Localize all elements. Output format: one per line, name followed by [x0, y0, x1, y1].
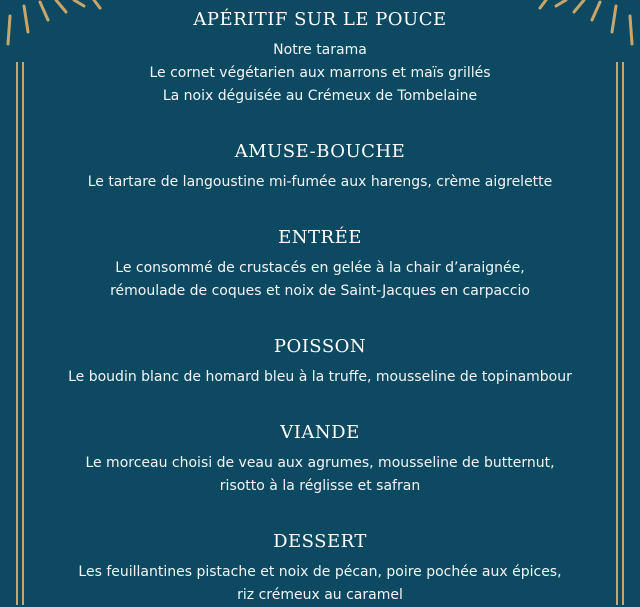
menu-item: risotto à la réglisse et safran [219, 478, 421, 494]
menu-item: Le consommé de crustacés en gelée à la chair d’araignée, [115, 260, 525, 276]
section-title-entree: ENTRÉE [278, 227, 362, 248]
section-items-poisson [0, 366, 640, 389]
menu-item: Le cornet végétarien aux marrons et maïs grillés [149, 65, 491, 81]
section-title-aperitif: APÉRITIF SUR LE POUCE [193, 9, 447, 30]
section-title-amuse-bouche: AMUSE-BOUCHE [234, 141, 406, 162]
section-title-poisson: POISSON [273, 336, 367, 357]
menu-item: Le tartare de langoustine mi-fumée aux harengs, crème aigrelette [87, 174, 553, 190]
section-items-aperitif [0, 39, 640, 108]
section-items-viande [0, 452, 640, 498]
section-title-dessert: DESSERT [273, 531, 367, 552]
section-items-dessert [0, 561, 640, 607]
section-items-amuse-bouche [0, 171, 640, 194]
menu-item: rémoulade de coques et noix de Saint-Jacques en carpaccio [110, 283, 530, 299]
section-title-viande: VIANDE [280, 422, 360, 443]
menu-item: Notre tarama [273, 42, 367, 58]
menu-item: Le morceau choisi de veau aux agrumes, mousseline de butternut, [85, 455, 555, 471]
menu-item: La noix déguisée au Crémeux de Tombelaine [162, 88, 478, 104]
menu-item: riz crémeux au caramel [237, 587, 403, 603]
menu-item: Les feuillantines pistache et noix de pécan, poire pochée aux épices, [78, 564, 562, 580]
section-items-entree [0, 257, 640, 303]
menu-item: Le boudin blanc de homard bleu à la truffe, mousseline de topinambour [68, 369, 572, 385]
